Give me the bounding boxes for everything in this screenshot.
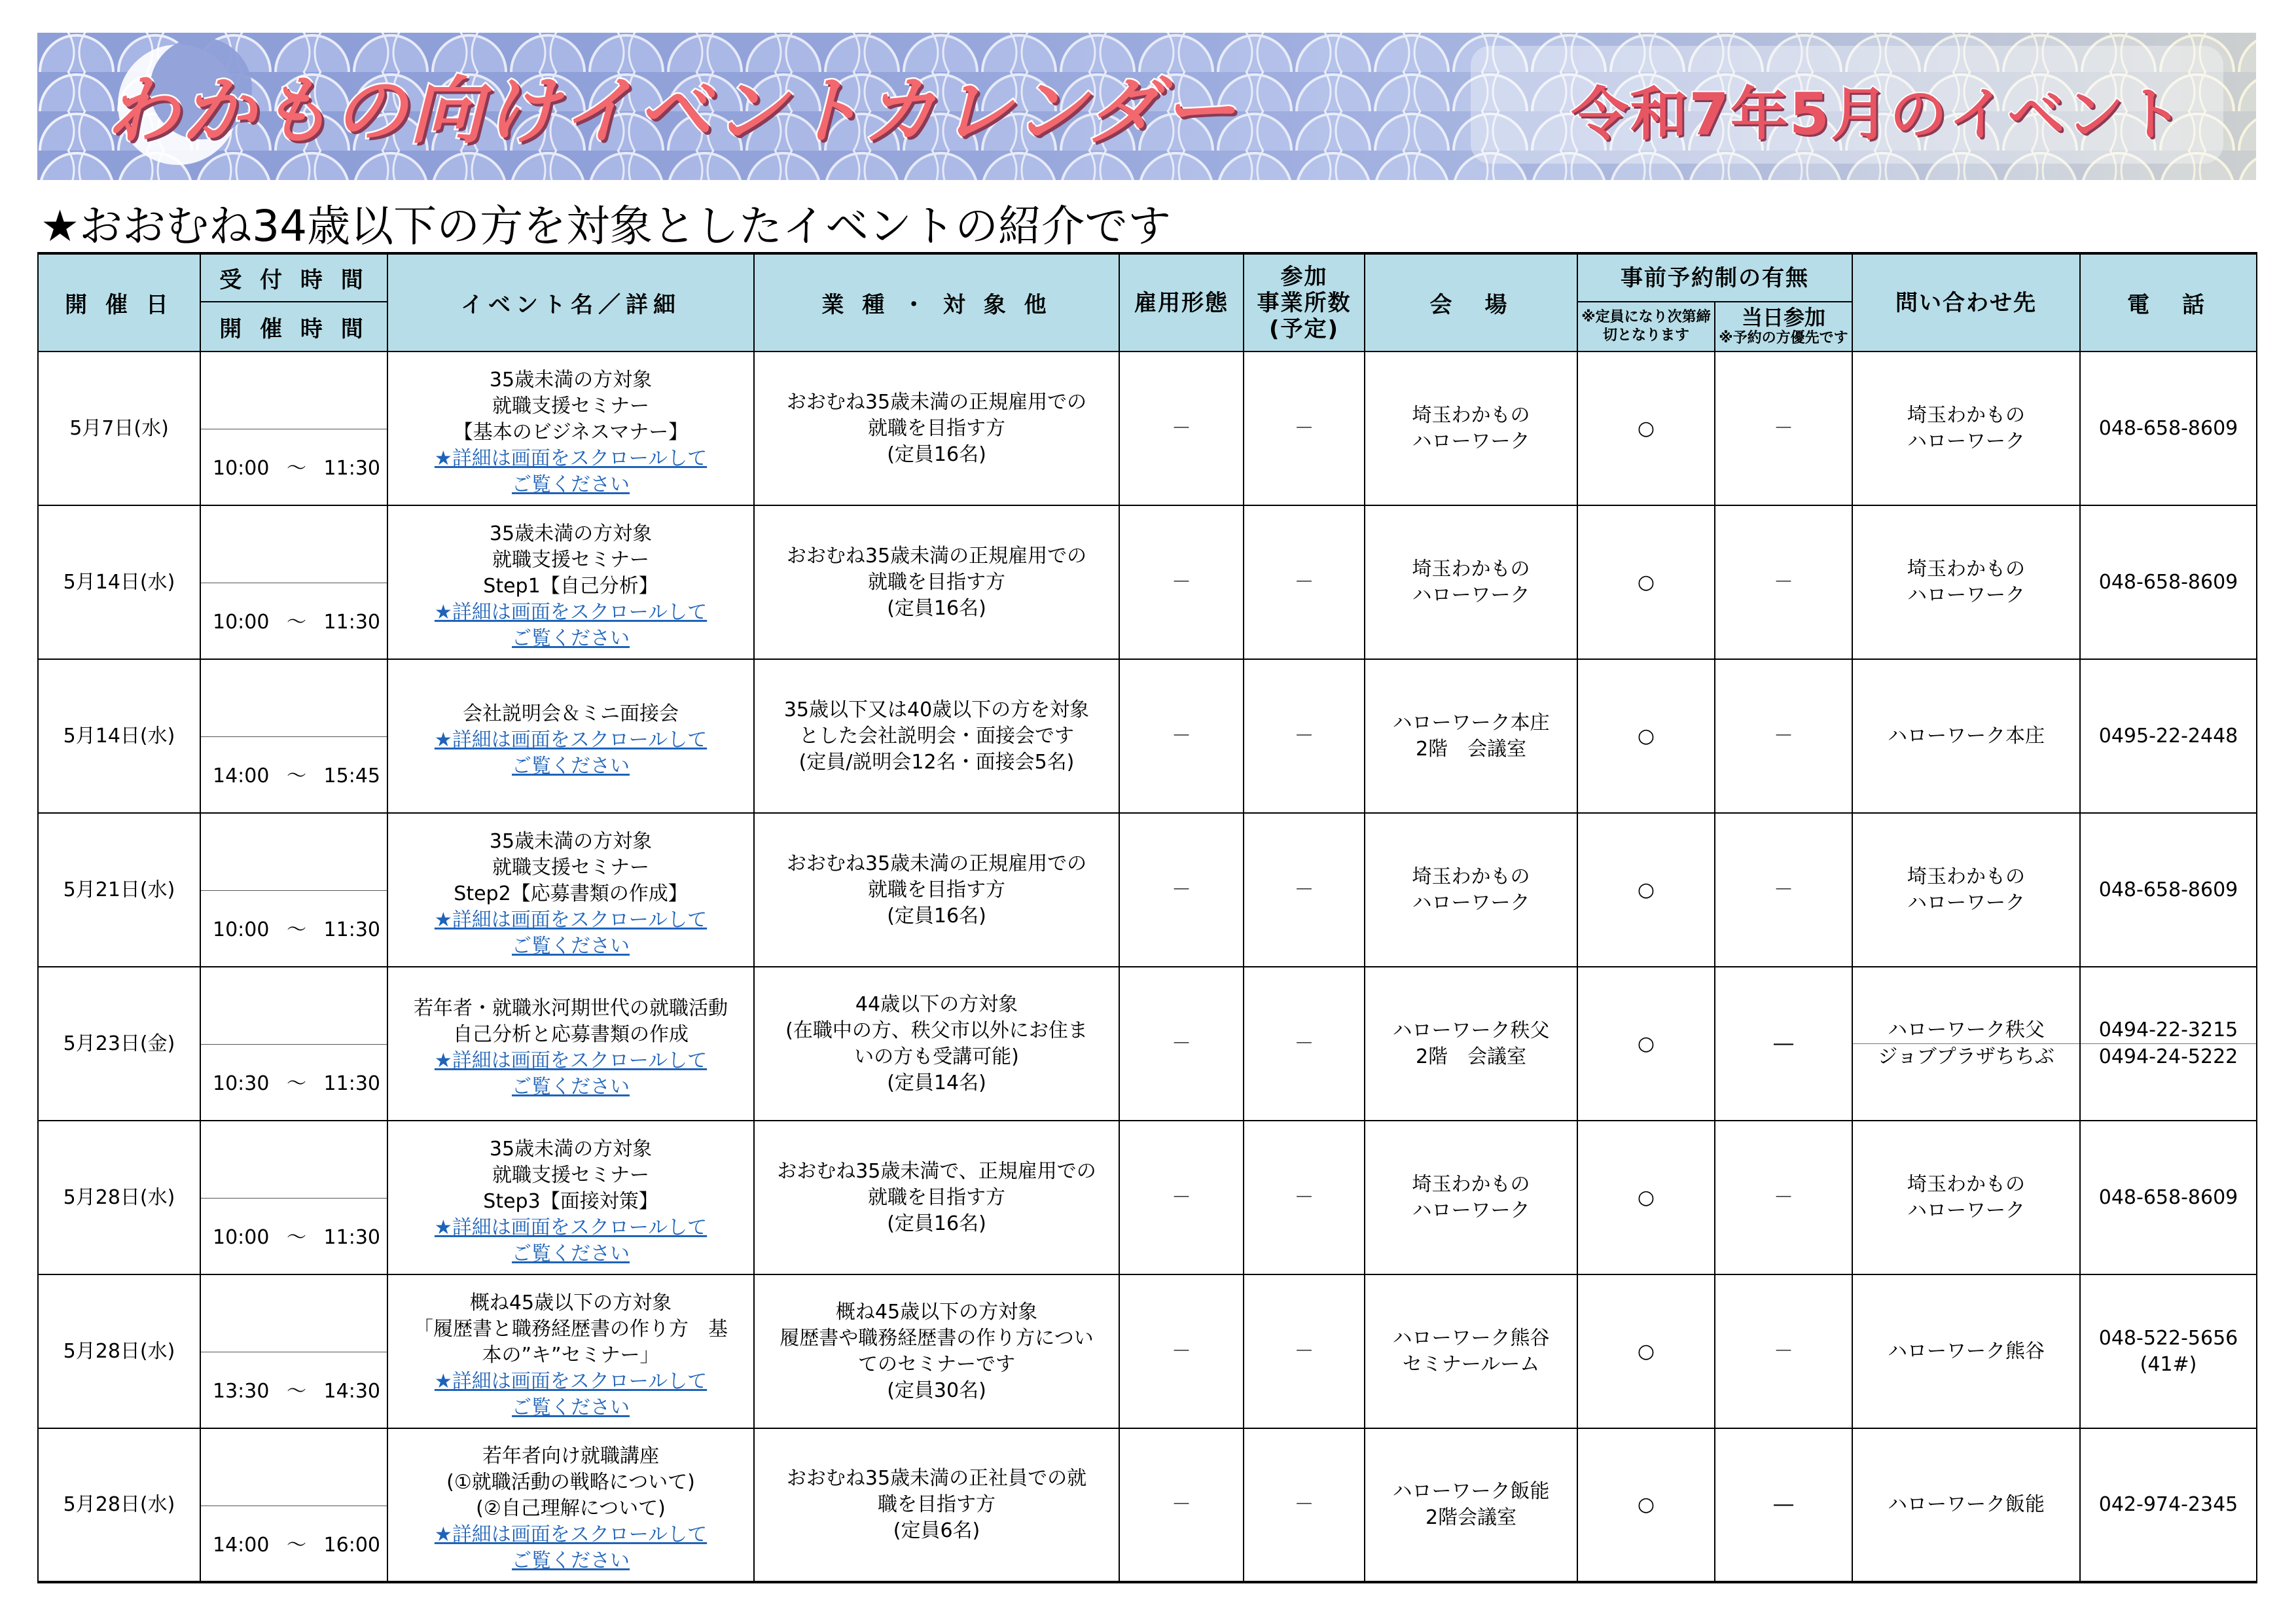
header-banner: [37, 33, 2256, 180]
phone-cell: [2080, 1428, 2257, 1582]
event-calendar-table: [37, 252, 2257, 1583]
target-line: 就職を目指す方: [868, 416, 1005, 440]
details-link[interactable]: ★詳細は画面をスクロールして: [434, 728, 708, 751]
details-link[interactable]: ご覧ください: [512, 1549, 630, 1572]
sameday-note: ※予約の方優先です: [1719, 330, 1848, 346]
header-companies-line2: 事業所数: [1257, 289, 1352, 316]
venue: [1365, 1428, 1577, 1582]
employment-type: －: [1119, 352, 1244, 505]
target-line: (定員6名): [893, 1519, 980, 1542]
target-line: 就職を目指す方: [868, 1185, 1005, 1209]
company-count: －: [1244, 1428, 1365, 1582]
contact-line: 埼玉わかもの: [1907, 403, 2025, 427]
event-target: [754, 352, 1119, 505]
contact-line: 埼玉わかもの: [1907, 865, 2025, 888]
contact-name: ハローワーク秩父: [1853, 1017, 2079, 1044]
company-count: －: [1244, 813, 1365, 967]
venue-line: ハローワーク: [1412, 1199, 1530, 1222]
banner-month: 令和7年5月のイベント: [1571, 81, 2184, 148]
event-time: [200, 659, 387, 813]
details-link[interactable]: ご覧ください: [512, 1396, 630, 1419]
event-target: [754, 1274, 1119, 1428]
start-time: 14:00: [213, 765, 270, 787]
contact-name: ジョブプラザちちぶ: [1878, 1045, 2054, 1068]
details-link[interactable]: ★詳細は画面をスクロールして: [434, 908, 708, 931]
time-separator: ～: [287, 765, 306, 787]
sameday-mark: ―: [1715, 1428, 1852, 1582]
contact-cell: [1852, 659, 2080, 813]
venue-line: 埼玉わかもの: [1412, 1172, 1530, 1196]
time-range: [213, 609, 380, 636]
header-companies-line1: 参加: [1280, 263, 1328, 290]
target-line: (在職中の方、秩父市以外にお住ま: [785, 1019, 1088, 1042]
end-time: 11:30: [323, 918, 380, 941]
company-count: －: [1244, 1274, 1365, 1428]
sameday-mark: －: [1715, 813, 1852, 967]
venue-line: ハローワーク飯能: [1392, 1480, 1550, 1503]
details-link[interactable]: ご覧ください: [512, 1075, 630, 1098]
venue: [1365, 1121, 1577, 1274]
target-line: 履歴書や職務経歴書の作り方につい: [780, 1326, 1094, 1350]
sameday-mark: ―: [1715, 967, 1852, 1121]
time-range: [213, 1532, 380, 1559]
target-line: とした会社説明会・面接会です: [799, 724, 1074, 748]
phone-extension: (41#): [2140, 1352, 2197, 1376]
event-time: [200, 1428, 387, 1582]
header-industry: 業 種 ・ 対 象 他: [754, 253, 1119, 352]
details-link[interactable]: ご覧ください: [512, 1242, 630, 1265]
time-range: [213, 917, 380, 943]
details-link[interactable]: ご覧ください: [512, 473, 630, 496]
phone-number: 048-658-8609: [2098, 416, 2238, 440]
event-name-line: 若年者向け就職講座: [482, 1445, 659, 1468]
time-separator: ～: [287, 1072, 306, 1095]
target-line: 44歳以下の方対象: [855, 992, 1018, 1016]
phone-cell: [2080, 967, 2257, 1121]
sameday-mark: －: [1715, 659, 1852, 813]
phone-cell: [2080, 1274, 2257, 1428]
venue-line: 埼玉わかもの: [1412, 865, 1530, 888]
event-row: [38, 352, 2257, 505]
end-time: 16:00: [323, 1534, 380, 1557]
employment-type: －: [1119, 505, 1244, 659]
phone-cell: [2080, 1121, 2257, 1274]
event-time: [200, 967, 387, 1121]
phone-cell: [2080, 352, 2257, 505]
company-count: －: [1244, 505, 1365, 659]
end-time: 11:30: [323, 611, 380, 634]
company-count: －: [1244, 659, 1365, 813]
sameday-mark: －: [1715, 352, 1852, 505]
sameday-label: 当日参加: [1741, 305, 1825, 330]
event-row: [38, 1274, 2257, 1428]
event-target: [754, 1121, 1119, 1274]
venue-line: ハローワーク: [1412, 583, 1530, 607]
phone-cell: [2080, 505, 2257, 659]
reservation-mark: ○: [1577, 505, 1715, 659]
details-link[interactable]: ★詳細は画面をスクロールして: [434, 1369, 708, 1393]
header-reception-time: 受 付 時 間: [200, 253, 387, 302]
time-divider: [201, 1044, 387, 1045]
contact-line: ハローワーク: [1907, 429, 2025, 453]
phone-number: 042-974-2345: [2098, 1493, 2238, 1516]
event-name: [387, 1274, 754, 1428]
event-name-line: 会社説明会＆ミニ面接会: [463, 702, 679, 725]
venue: [1365, 505, 1577, 659]
target-line: 就職を目指す方: [868, 878, 1005, 901]
time-divider: [201, 736, 387, 737]
time-separator: ～: [287, 1534, 306, 1557]
venue: [1365, 967, 1577, 1121]
event-name: [387, 505, 754, 659]
event-name-line: 就職支援セミナー: [492, 856, 649, 879]
event-target: [754, 1428, 1119, 1582]
event-name-line: 本の”キ”セミナー」: [482, 1343, 660, 1367]
header-event: イベント名／詳細: [387, 253, 754, 352]
venue-line: セミナールーム: [1402, 1352, 1540, 1376]
target-line: (定員14名): [887, 1071, 986, 1094]
event-row: [38, 813, 2257, 967]
contact-line: ハローワーク飯能: [1888, 1493, 2045, 1516]
target-line: いの方も受講可能): [854, 1045, 1019, 1068]
target-line: 就職を目指す方: [868, 570, 1005, 594]
header-reservation: 事前予約制の有無: [1577, 253, 1852, 302]
phone-number: 048-658-8609: [2098, 570, 2238, 594]
reservation-note: ※定員になり次第締切となります: [1581, 309, 1711, 344]
reservation-mark: ○: [1577, 1428, 1715, 1582]
venue: [1365, 1274, 1577, 1428]
target-line: (定員30名): [887, 1379, 986, 1402]
event-name: [387, 813, 754, 967]
event-name: [387, 967, 754, 1121]
contact-cell: [1852, 1121, 2080, 1274]
event-name-line: 35歳未満の方対象: [489, 368, 653, 391]
event-target: [754, 967, 1119, 1121]
start-time: 10:00: [213, 611, 270, 634]
end-time: 11:30: [323, 1072, 380, 1095]
event-time: [200, 1121, 387, 1274]
target-line: てのセミナーです: [858, 1352, 1015, 1376]
event-date: 5月28日(水): [38, 1274, 200, 1428]
contact-cell: [1852, 813, 2080, 967]
event-name-line: Step3【面接対策】: [483, 1189, 658, 1213]
event-date: 5月14日(水): [38, 659, 200, 813]
contact-line: ハローワーク本庄: [1888, 724, 2045, 748]
start-time: 10:00: [213, 1226, 270, 1249]
event-target: [754, 813, 1119, 967]
event-row: [38, 659, 2257, 813]
header-reservation-note: [1577, 302, 1715, 352]
reservation-mark: ○: [1577, 813, 1715, 967]
target-line: おおむね35歳未満の正規雇用での: [786, 852, 1087, 875]
event-row: [38, 505, 2257, 659]
time-range: [213, 1379, 380, 1405]
employment-type: －: [1119, 659, 1244, 813]
phone-number: 0494-24-5222: [2098, 1045, 2238, 1068]
start-time: 10:00: [213, 918, 270, 941]
event-name-line: (①就職活動の戦略について): [446, 1471, 695, 1494]
target-line: 概ね45歳以下の方対象: [835, 1300, 1038, 1324]
header-companies: [1244, 253, 1365, 352]
venue: [1365, 813, 1577, 967]
employment-type: －: [1119, 1274, 1244, 1428]
event-name-line: 自己分析と応募書類の作成: [453, 1022, 689, 1046]
event-time: [200, 505, 387, 659]
event-row: [38, 1428, 2257, 1582]
start-time: 10:00: [213, 457, 270, 480]
header-employment: 雇用形態: [1119, 253, 1244, 352]
venue-line: 2階 会議室: [1415, 1045, 1527, 1068]
venue-line: 埼玉わかもの: [1412, 403, 1530, 427]
target-line: 職を目指す方: [878, 1493, 996, 1516]
event-date: 5月28日(水): [38, 1428, 200, 1582]
venue-line: 2階会議室: [1425, 1506, 1517, 1529]
details-link[interactable]: ご覧ください: [512, 626, 630, 650]
event-name-line: 若年者・就職氷河期世代の就職活動: [414, 996, 728, 1020]
target-line: (定員16名): [887, 442, 986, 466]
phone-number: 0494-22-3215: [2081, 1017, 2256, 1044]
event-date: 5月28日(水): [38, 1121, 200, 1274]
start-time: 14:00: [213, 1534, 270, 1557]
company-count: －: [1244, 967, 1365, 1121]
target-line: おおむね35歳未満の正社員での就: [786, 1467, 1087, 1490]
time-range: [213, 1225, 380, 1251]
phone-cell: [2080, 813, 2257, 967]
contact-cell: [1852, 505, 2080, 659]
time-separator: ～: [287, 918, 306, 941]
venue: [1365, 352, 1577, 505]
contact-line: 埼玉わかもの: [1907, 1172, 2025, 1196]
contact-line: ハローワーク: [1907, 891, 2025, 914]
details-link[interactable]: ★詳細は画面をスクロールして: [434, 446, 708, 470]
header-companies-line3: (予定): [1268, 316, 1340, 342]
event-date: 5月7日(水): [38, 352, 200, 505]
event-name: [387, 1121, 754, 1274]
event-name: [387, 1428, 754, 1582]
target-line: おおむね35歳未満の正規雇用での: [786, 390, 1087, 414]
header-contact: 問い合わせ先: [1852, 253, 2080, 352]
employment-type: －: [1119, 1121, 1244, 1274]
phone-cell: [2080, 659, 2257, 813]
sameday-mark: －: [1715, 1274, 1852, 1428]
details-link[interactable]: ★詳細は画面をスクロールして: [434, 1216, 708, 1239]
event-name-line: 【基本のビジネスマナー】: [453, 420, 689, 444]
event-name-line: (②自己理解について): [476, 1497, 666, 1520]
venue-line: 2階 会議室: [1415, 737, 1527, 761]
time-range: [213, 763, 380, 789]
phone-number: 048-522-5656: [2098, 1326, 2238, 1350]
time-separator: ～: [287, 611, 306, 634]
company-count: －: [1244, 352, 1365, 505]
venue-line: ハローワーク本庄: [1392, 711, 1550, 734]
target-line: (定員16名): [887, 596, 986, 620]
time-range: [213, 1071, 380, 1097]
event-time: [200, 352, 387, 505]
reservation-mark: ○: [1577, 659, 1715, 813]
target-line: 35歳以下又は40歳以下の方を対象: [783, 698, 1090, 721]
end-time: 14:30: [323, 1380, 380, 1403]
event-name-line: 35歳未満の方対象: [489, 1137, 653, 1161]
contact-line: 埼玉わかもの: [1907, 557, 2025, 581]
contact-line: ハローワーク: [1907, 583, 2025, 607]
reservation-mark: ○: [1577, 1121, 1715, 1274]
target-line: おおむね35歳未満の正規雇用での: [786, 544, 1087, 568]
sameday-mark: －: [1715, 505, 1852, 659]
details-link[interactable]: ご覧ください: [512, 934, 630, 958]
event-name-line: 就職支援セミナー: [492, 548, 649, 571]
details-link[interactable]: ご覧ください: [512, 754, 630, 778]
contact-line: ハローワーク熊谷: [1888, 1339, 2045, 1363]
reservation-mark: ○: [1577, 967, 1715, 1121]
event-name-line: 35歳未満の方対象: [489, 829, 653, 853]
event-row: [38, 967, 2257, 1121]
event-time: [200, 813, 387, 967]
company-count: －: [1244, 1121, 1365, 1274]
end-time: 11:30: [323, 1226, 380, 1249]
header-phone: 電 話: [2080, 253, 2257, 352]
target-line: おおむね35歳未満で、正規雇用での: [777, 1159, 1096, 1183]
venue-line: ハローワーク熊谷: [1392, 1326, 1550, 1350]
header-sameday: [1715, 302, 1852, 352]
contact-line: ハローワーク: [1907, 1199, 2025, 1222]
reservation-mark: ○: [1577, 1274, 1715, 1428]
venue: [1365, 659, 1577, 813]
event-name-line: Step1【自己分析】: [483, 574, 658, 598]
sameday-mark: －: [1715, 1121, 1852, 1274]
employment-type: －: [1119, 813, 1244, 967]
event-name-line: 35歳未満の方対象: [489, 522, 653, 545]
event-name: [387, 659, 754, 813]
event-date: 5月23日(金): [38, 967, 200, 1121]
venue-line: ハローワーク: [1412, 429, 1530, 453]
event-target: [754, 659, 1119, 813]
banner-title: わかもの向けイベントカレンダー: [106, 69, 1238, 154]
header-venue: 会 場: [1365, 253, 1577, 352]
header-held-time: 開 催 時 間: [200, 302, 387, 352]
end-time: 11:30: [323, 457, 380, 480]
event-time: [200, 1274, 387, 1428]
phone-number: 0495-22-2448: [2098, 724, 2238, 748]
employment-type: －: [1119, 967, 1244, 1121]
details-link[interactable]: ★詳細は画面をスクロールして: [434, 1523, 708, 1546]
time-divider: [201, 1198, 387, 1199]
event-name-line: 「履歴書と職務経歴書の作り方 基: [414, 1317, 728, 1341]
time-separator: ～: [287, 1226, 306, 1249]
target-line: (定員16名): [887, 1212, 986, 1235]
contact-cell: [1852, 967, 2080, 1121]
contact-cell: [1852, 1274, 2080, 1428]
target-line: (定員16名): [887, 904, 986, 928]
phone-number: 048-658-8609: [2098, 1185, 2238, 1209]
end-time: 15:45: [323, 765, 380, 787]
employment-type: －: [1119, 1428, 1244, 1582]
venue-line: ハローワーク: [1412, 891, 1530, 914]
time-separator: ～: [287, 1380, 306, 1403]
phone-number: 048-658-8609: [2098, 878, 2238, 901]
event-name: [387, 352, 754, 505]
reservation-mark: ○: [1577, 352, 1715, 505]
target-line: (定員/説明会12名・面接会5名): [798, 750, 1075, 774]
event-name-line: 就職支援セミナー: [492, 1163, 649, 1187]
details-link[interactable]: ★詳細は画面をスクロールして: [434, 1049, 708, 1072]
time-range: [213, 456, 380, 482]
event-row: [38, 1121, 2257, 1274]
header-date: 開 催 日: [38, 253, 200, 352]
details-link[interactable]: ★詳細は画面をスクロールして: [434, 600, 708, 624]
event-date: 5月14日(水): [38, 505, 200, 659]
start-time: 13:30: [213, 1380, 270, 1403]
time-divider: [201, 890, 387, 891]
event-target: [754, 505, 1119, 659]
time-separator: ～: [287, 457, 306, 480]
event-name-line: 概ね45歳以下の方対象: [469, 1291, 672, 1314]
event-date: 5月21日(水): [38, 813, 200, 967]
event-name-line: 就職支援セミナー: [492, 394, 649, 418]
contact-cell: [1852, 352, 2080, 505]
page-subtitle: ★おおむね34歳以下の方を対象としたイベントの紹介です: [41, 201, 1172, 251]
event-name-line: Step2【応募書類の作成】: [454, 882, 688, 905]
venue-line: ハローワーク秩父: [1392, 1019, 1550, 1042]
venue-line: 埼玉わかもの: [1412, 557, 1530, 581]
contact-cell: [1852, 1428, 2080, 1582]
start-time: 10:30: [213, 1072, 270, 1095]
